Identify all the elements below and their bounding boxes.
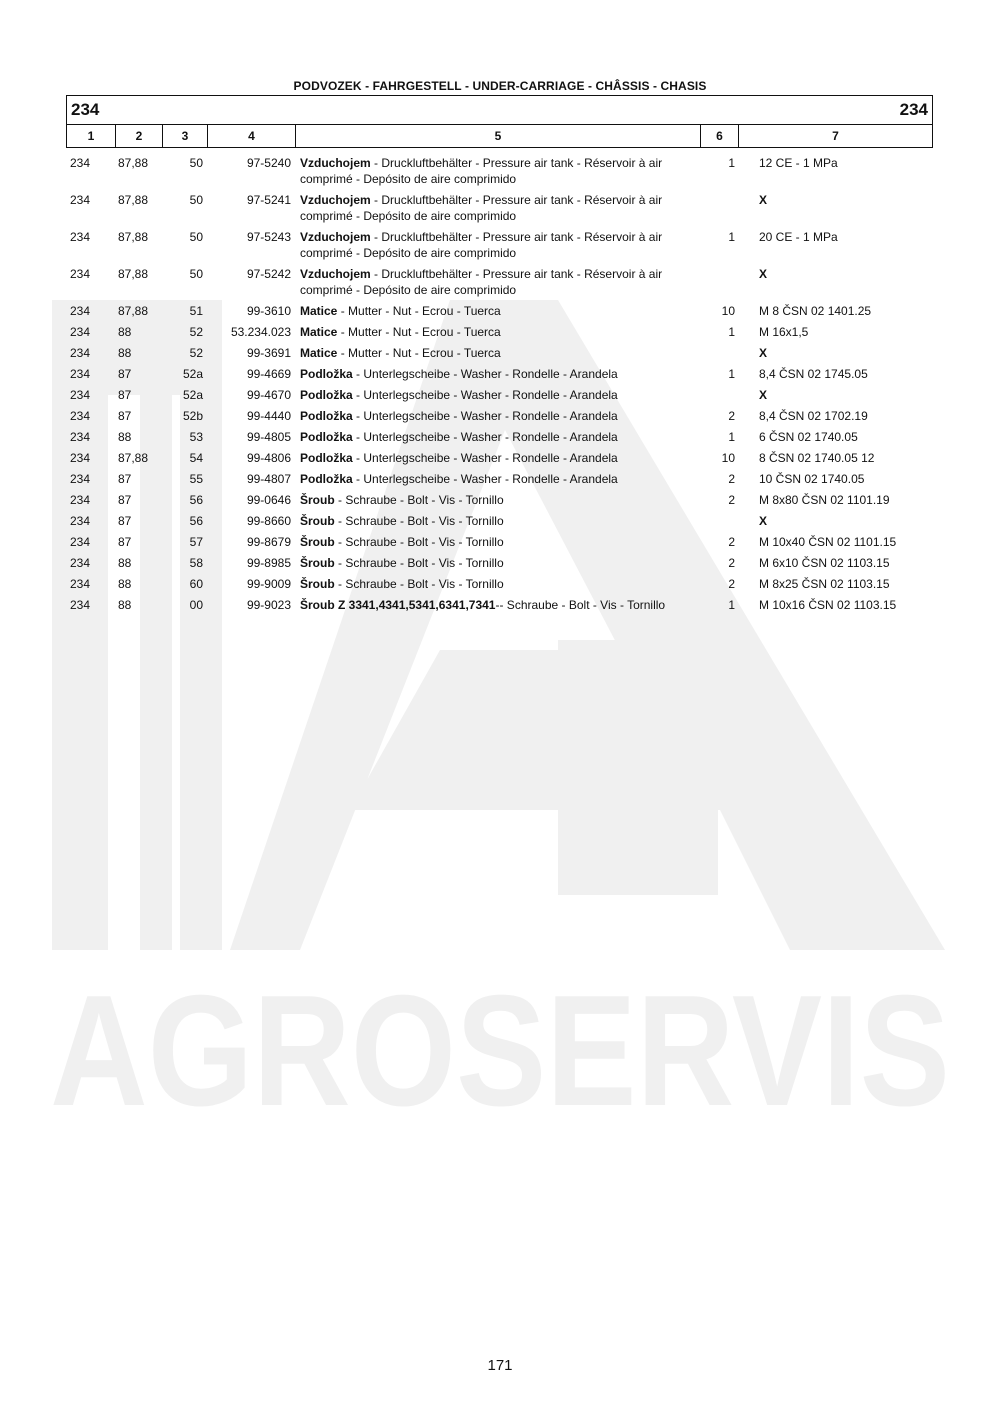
cell-note: M 8 ČSN 02 1401.25 <box>759 304 872 318</box>
part-name: Šroub <box>300 556 335 570</box>
group-number-left: 234 <box>71 100 100 119</box>
cell-description <box>295 492 700 508</box>
table-row <box>66 303 933 319</box>
cell-note: 10 ČSN 02 1740.05 <box>759 472 865 486</box>
cell-quantity: 2 <box>728 409 735 423</box>
cell-note: M 8x25 ČSN 02 1103.15 <box>759 577 890 591</box>
column-header-2: 2 <box>116 125 163 148</box>
part-translations: - Unterlegscheibe - Washer - Rondelle - Arandela <box>352 367 618 381</box>
cell-model: 87 <box>118 388 132 402</box>
cell-group: 234 <box>69 193 90 207</box>
cell-group: 234 <box>69 267 90 281</box>
part-translations: - Schraube - Bolt - Vis - Tornillo <box>334 577 504 591</box>
cell-position: 52 <box>189 325 203 339</box>
cell-note: 8,4 ČSN 02 1702.19 <box>759 409 868 423</box>
cell-part-number: 97-5242 <box>246 267 291 281</box>
table-row <box>66 597 933 613</box>
cell-position: 57 <box>189 535 203 549</box>
cell-position: 52 <box>189 346 203 360</box>
part-name: Šroub <box>300 577 335 591</box>
cell-description <box>295 597 700 613</box>
table-row <box>66 229 933 261</box>
cell-group: 234 <box>69 388 90 402</box>
table-row <box>66 555 933 571</box>
cell-note: 8 ČSN 02 1740.05 12 <box>759 451 875 465</box>
group-number-right: 234 <box>899 100 928 119</box>
cell-description <box>295 450 700 466</box>
table-row <box>66 192 933 224</box>
cell-model: 87,88 <box>118 451 149 465</box>
cell-part-number: 99-3691 <box>246 346 291 360</box>
cell-position: 51 <box>189 304 203 318</box>
cell-part-number: 97-5240 <box>246 156 291 170</box>
cell-model: 87,88 <box>118 193 149 207</box>
cell-description <box>295 155 700 187</box>
table-row <box>66 450 933 466</box>
cell-group: 234 <box>69 451 90 465</box>
part-translations: - Druckluftbehälter - Pressure air tank - Réservoir à air comprimé - Depósito de aire comprimido <box>300 193 663 223</box>
cell-group: 234 <box>69 535 90 549</box>
table-row <box>66 471 933 487</box>
column-header-4: 4 <box>208 125 296 148</box>
part-translations: - Druckluftbehälter - Pressure air tank - Réservoir à air comprimé - Depósito de aire comprimido <box>300 267 663 297</box>
cell-description <box>295 576 700 592</box>
cell-note: 20 CE - 1 MPa <box>759 230 838 244</box>
cell-model: 87 <box>118 409 132 423</box>
part-name: Podložka <box>300 451 353 465</box>
cell-quantity: 2 <box>728 577 735 591</box>
cell-model: 87,88 <box>118 267 149 281</box>
cell-model: 87 <box>118 514 132 528</box>
cell-position: 53 <box>189 430 203 444</box>
cell-part-number: 99-4440 <box>246 409 291 423</box>
cell-position: 52a <box>182 388 203 402</box>
part-name: Matice <box>300 325 338 339</box>
cell-model: 88 <box>118 346 132 360</box>
cell-position: 50 <box>189 193 203 207</box>
cell-position: 56 <box>189 514 203 528</box>
cell-note: X <box>759 267 768 281</box>
cell-description <box>295 471 700 487</box>
part-translations: - Schraube - Bolt - Vis - Tornillo <box>334 556 504 570</box>
part-translations: - Unterlegscheibe - Washer - Rondelle - Arandela <box>352 409 618 423</box>
cell-description <box>295 387 700 403</box>
part-translations: - Schraube - Bolt - Vis - Tornillo <box>334 514 504 528</box>
part-translations: - Unterlegscheibe - Washer - Rondelle - Arandela <box>352 388 618 402</box>
parts-table-body <box>66 155 933 618</box>
cell-quantity: 1 <box>728 325 735 339</box>
cell-description <box>295 513 700 529</box>
cell-note: M 16x1,5 <box>759 325 809 339</box>
cell-note: X <box>759 388 768 402</box>
cell-note: M 8x80 ČSN 02 1101.19 <box>759 493 890 507</box>
part-name: Vzduchojem <box>300 267 371 281</box>
table-row <box>66 345 933 361</box>
table-row <box>66 534 933 550</box>
cell-quantity: 1 <box>728 230 735 244</box>
cell-part-number: 99-8985 <box>246 556 291 570</box>
cell-model: 88 <box>118 556 132 570</box>
cell-quantity: 2 <box>728 472 735 486</box>
part-translations: - Schraube - Bolt - Vis - Tornillo <box>334 493 504 507</box>
cell-note: X <box>759 514 768 528</box>
cell-model: 87 <box>118 493 132 507</box>
column-header-row <box>67 124 932 148</box>
cell-quantity <box>700 192 738 224</box>
cell-part-number: 99-4669 <box>246 367 291 381</box>
cell-position: 50 <box>189 230 203 244</box>
cell-part-number: 99-8679 <box>246 535 291 549</box>
cell-description <box>295 555 700 571</box>
cell-description <box>295 429 700 445</box>
part-name: Vzduchojem <box>300 230 371 244</box>
part-name: Podložka <box>300 430 353 444</box>
table-row <box>66 408 933 424</box>
cell-note: 8,4 ČSN 02 1745.05 <box>759 367 868 381</box>
cell-position: 56 <box>189 493 203 507</box>
cell-description <box>295 229 700 261</box>
cell-quantity: 2 <box>728 493 735 507</box>
cell-part-number: 99-8660 <box>246 514 291 528</box>
table-row <box>66 266 933 298</box>
cell-quantity: 10 <box>721 304 735 318</box>
cell-model: 87,88 <box>118 230 149 244</box>
cell-group: 234 <box>69 514 90 528</box>
cell-note: M 10x40 ČSN 02 1101.15 <box>759 535 897 549</box>
cell-group: 234 <box>69 230 90 244</box>
cell-group: 234 <box>69 325 90 339</box>
part-name: Šroub <box>300 535 335 549</box>
cell-group: 234 <box>69 598 90 612</box>
cell-position: 50 <box>189 156 203 170</box>
cell-model: 87,88 <box>118 156 149 170</box>
cell-part-number: 99-0646 <box>246 493 291 507</box>
cell-part-number: 99-4805 <box>246 430 291 444</box>
part-name: Matice <box>300 304 338 318</box>
part-name: Podložka <box>300 388 353 402</box>
cell-quantity: 1 <box>728 430 735 444</box>
page-number: 171 <box>487 1357 513 1374</box>
cell-part-number: 99-4807 <box>246 472 291 486</box>
cell-note: M 10x16 ČSN 02 1103.15 <box>759 598 897 612</box>
cell-description <box>295 366 700 382</box>
part-translations: - Druckluftbehälter - Pressure air tank - Réservoir à air comprimé - Depósito de aire comprimido <box>300 156 663 186</box>
cell-group: 234 <box>69 493 90 507</box>
cell-note: 12 CE - 1 MPa <box>759 156 838 170</box>
part-name: Vzduchojem <box>300 193 371 207</box>
cell-description <box>295 324 700 340</box>
cell-quantity <box>700 387 738 403</box>
cell-quantity: 2 <box>728 535 735 549</box>
table-row <box>66 387 933 403</box>
cell-description <box>295 266 700 298</box>
cell-position: 55 <box>189 472 203 486</box>
table-header <box>66 95 933 148</box>
cell-quantity: 2 <box>728 556 735 570</box>
cell-model: 87,88 <box>118 304 149 318</box>
part-name: Šroub Z 3341,4341,5341,6341,7341 <box>300 598 496 612</box>
cell-position: 52b <box>182 409 203 423</box>
cell-quantity: 10 <box>721 451 735 465</box>
cell-quantity: 1 <box>728 367 735 381</box>
cell-group: 234 <box>69 577 90 591</box>
cell-part-number: 97-5241 <box>246 193 291 207</box>
cell-part-number: 99-9009 <box>246 577 291 591</box>
cell-group: 234 <box>69 156 90 170</box>
cell-part-number: 99-4670 <box>246 388 291 402</box>
cell-position: 54 <box>189 451 203 465</box>
cell-model: 88 <box>118 430 132 444</box>
cell-position: 58 <box>189 556 203 570</box>
cell-description <box>295 408 700 424</box>
cell-description <box>295 345 700 361</box>
part-name: Šroub <box>300 514 335 528</box>
column-header-5: 5 <box>296 125 701 148</box>
part-name: Podložka <box>300 409 353 423</box>
column-header-6: 6 <box>701 125 739 148</box>
cell-part-number: 99-3610 <box>246 304 291 318</box>
cell-note: 6 ČSN 02 1740.05 <box>759 430 858 444</box>
watermark-brand-text: AGROSERVIS <box>50 963 950 1139</box>
cell-part-number: 99-4806 <box>246 451 291 465</box>
part-translations: - Mutter - Nut - Ecrou - Tuerca <box>337 304 501 318</box>
table-row <box>66 513 933 529</box>
table-row <box>66 576 933 592</box>
table-row <box>66 366 933 382</box>
part-name: Matice <box>300 346 338 360</box>
cell-position: 60 <box>189 577 203 591</box>
part-translations: - Mutter - Nut - Ecrou - Tuerca <box>337 325 501 339</box>
cell-note: X <box>759 193 768 207</box>
table-row <box>66 429 933 445</box>
cell-position: 50 <box>189 267 203 281</box>
column-header-3: 3 <box>163 125 208 148</box>
cell-model: 87 <box>118 367 132 381</box>
cell-group: 234 <box>69 556 90 570</box>
cell-model: 87 <box>118 535 132 549</box>
cell-group: 234 <box>69 304 90 318</box>
part-name: Podložka <box>300 472 353 486</box>
cell-position: 00 <box>189 598 203 612</box>
cell-model: 88 <box>118 325 132 339</box>
cell-part-number: 99-9023 <box>246 598 291 612</box>
cell-model: 88 <box>118 598 132 612</box>
cell-group: 234 <box>69 409 90 423</box>
cell-group: 234 <box>69 472 90 486</box>
table-row <box>66 492 933 508</box>
cell-quantity <box>700 513 738 529</box>
part-translations: - Unterlegscheibe - Washer - Rondelle - Arandela <box>352 430 618 444</box>
cell-part-number: 53.234.023 <box>230 325 291 339</box>
cell-quantity <box>700 345 738 361</box>
part-translations: - Mutter - Nut - Ecrou - Tuerca <box>337 346 501 360</box>
cell-note: X <box>759 346 768 360</box>
column-header-1: 1 <box>67 125 116 148</box>
cell-model: 87 <box>118 472 132 486</box>
part-translations: - Unterlegscheibe - Washer - Rondelle - Arandela <box>352 451 618 465</box>
part-translations: - Druckluftbehälter - Pressure air tank - Réservoir à air comprimé - Depósito de aire comprimido <box>300 230 663 260</box>
part-translations: -- Schraube - Bolt - Vis - Tornillo <box>495 598 666 612</box>
cell-quantity <box>700 266 738 298</box>
cell-part-number: 97-5243 <box>246 230 291 244</box>
cell-description <box>295 192 700 224</box>
cell-group: 234 <box>69 430 90 444</box>
cell-quantity: 1 <box>728 156 735 170</box>
cell-model: 88 <box>118 577 132 591</box>
cell-quantity: 1 <box>728 598 735 612</box>
cell-description <box>295 534 700 550</box>
table-row <box>66 155 933 187</box>
cell-group: 234 <box>69 367 90 381</box>
cell-group: 234 <box>69 346 90 360</box>
cell-position: 52a <box>182 367 203 381</box>
part-name: Podložka <box>300 367 353 381</box>
part-translations: - Schraube - Bolt - Vis - Tornillo <box>334 535 504 549</box>
column-header-7: 7 <box>832 129 839 143</box>
part-translations: - Unterlegscheibe - Washer - Rondelle - Arandela <box>352 472 618 486</box>
page-title: PODVOZEK - FAHRGESTELL - UNDER-CARRIAGE - CHÂSSIS - CHASIS <box>293 79 707 93</box>
cell-description <box>295 303 700 319</box>
part-name: Vzduchojem <box>300 156 371 170</box>
part-name: Šroub <box>300 493 335 507</box>
table-row <box>66 324 933 340</box>
cell-note: M 6x10 ČSN 02 1103.15 <box>759 556 890 570</box>
